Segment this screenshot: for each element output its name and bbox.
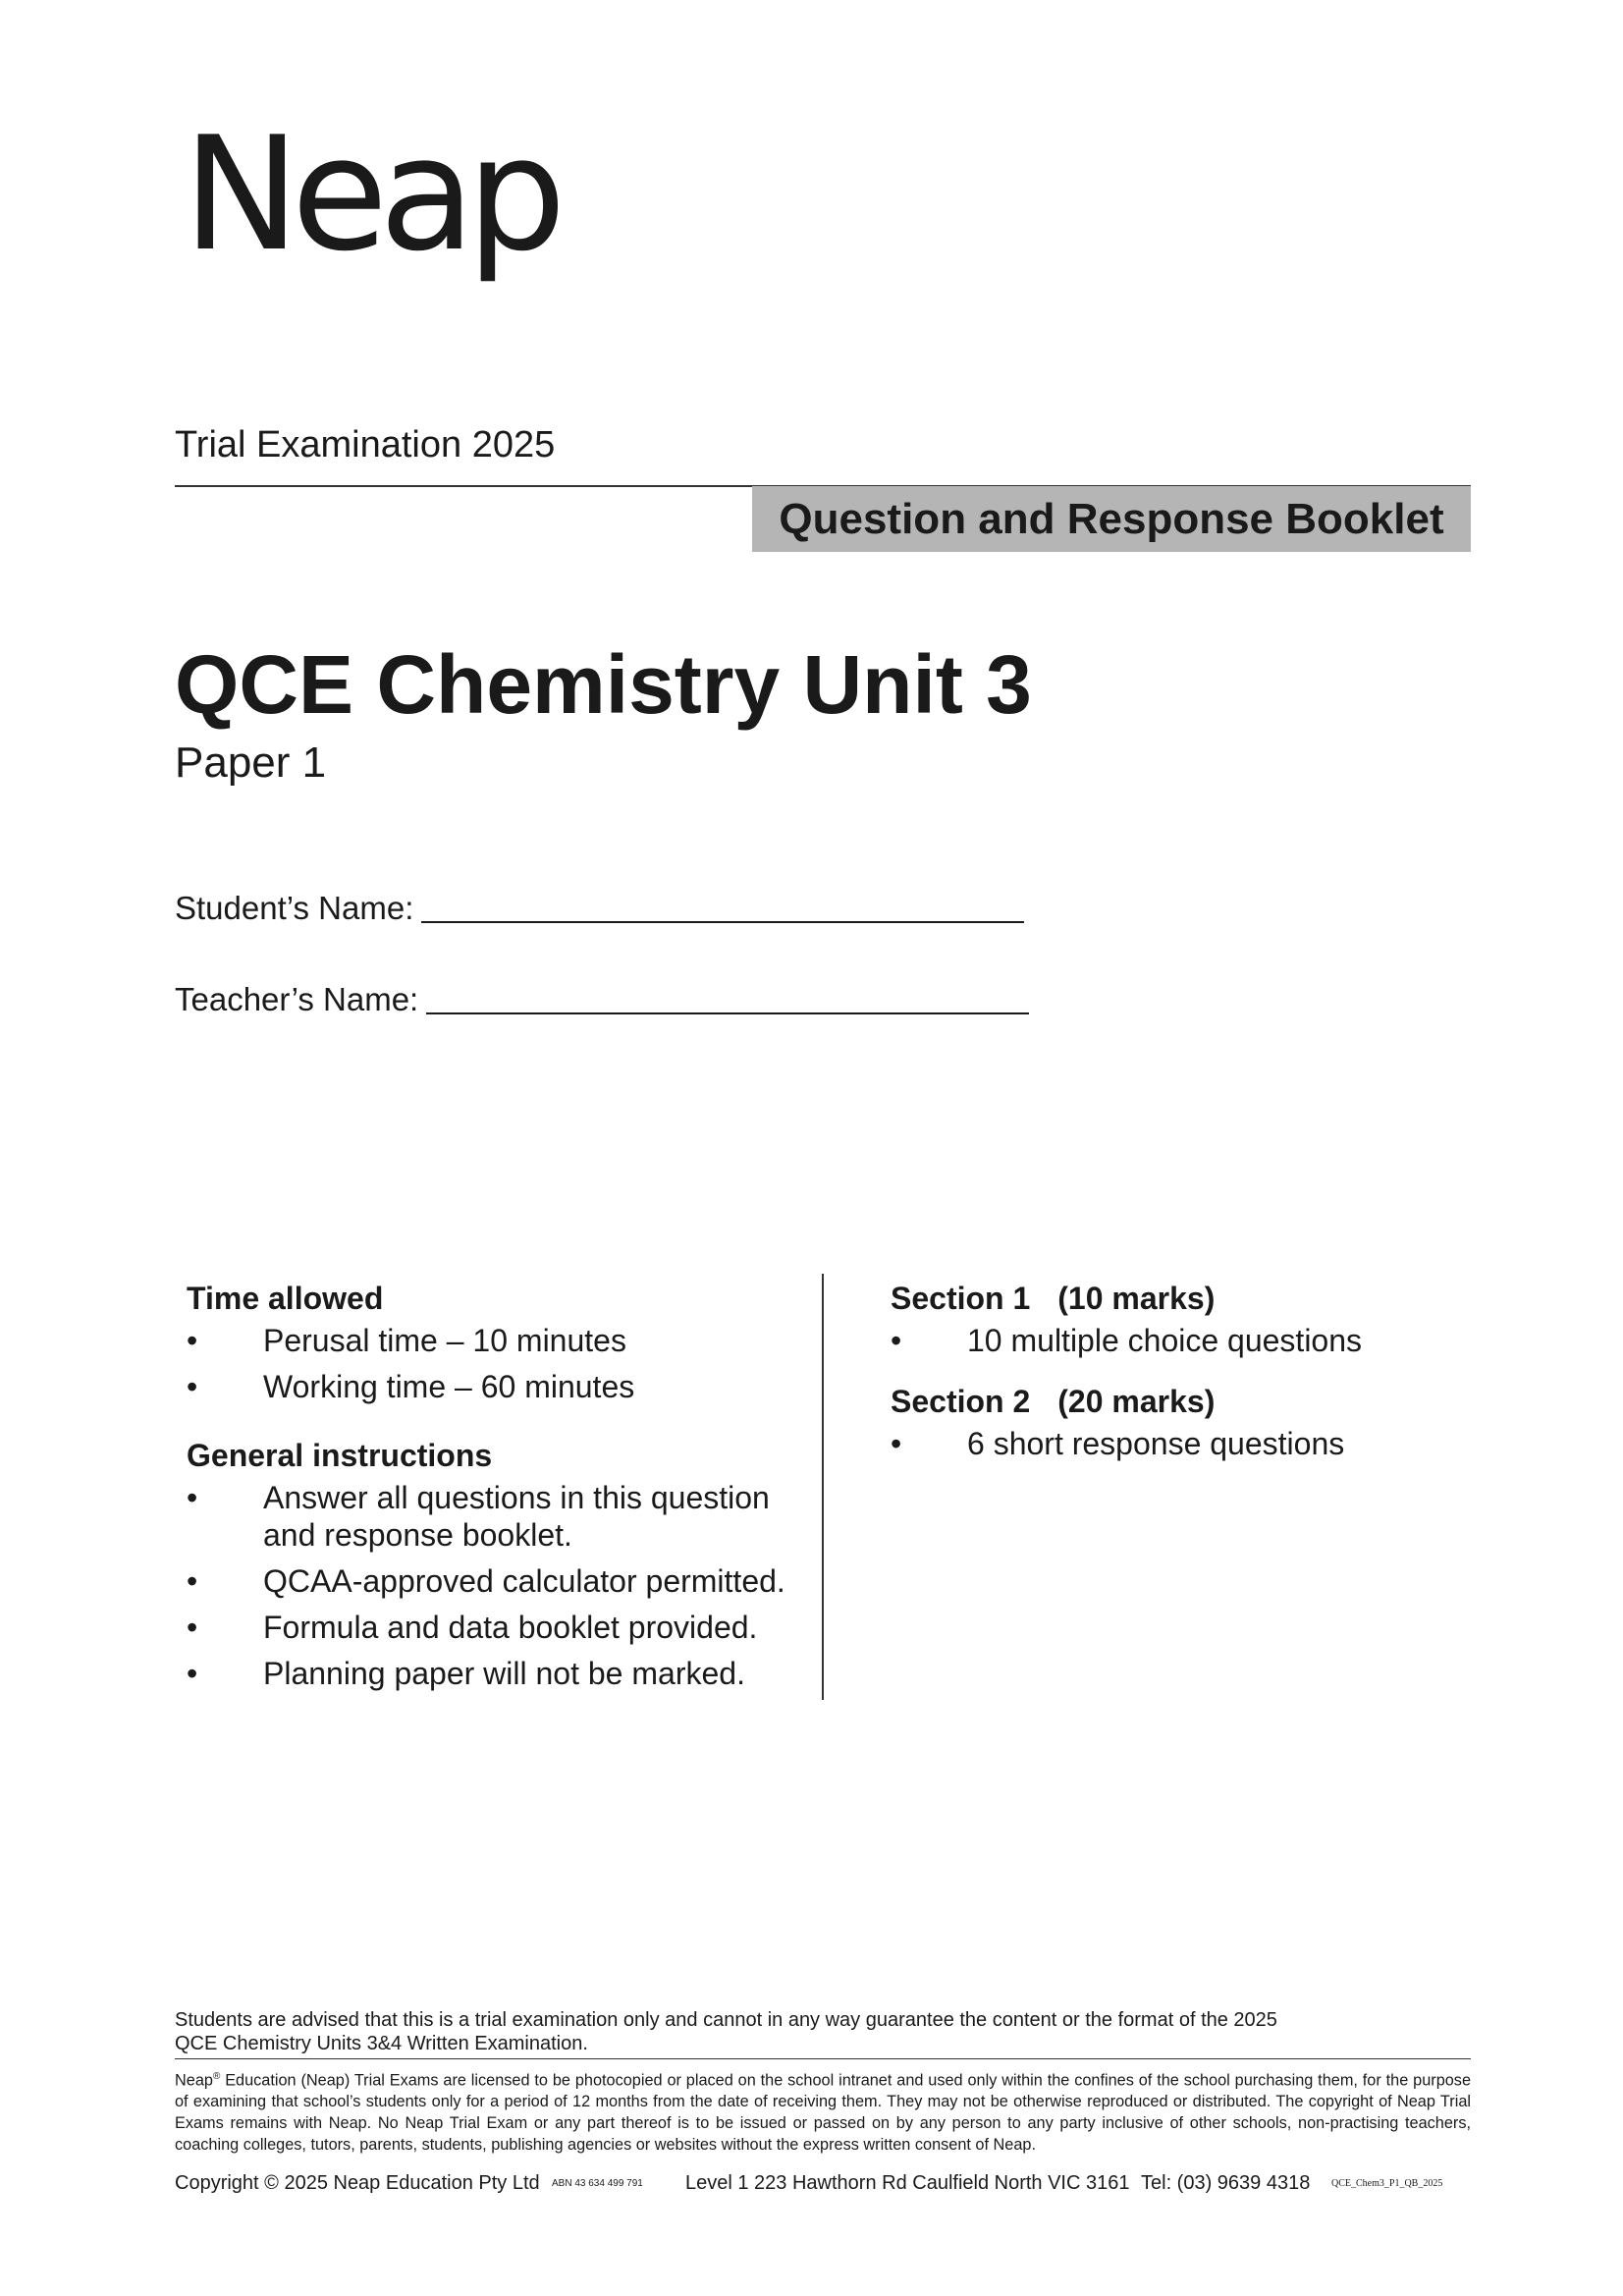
list-item [187, 1479, 815, 1554]
neap-logo: Neap [183, 102, 558, 286]
column-divider [822, 1274, 824, 1700]
list-item [891, 1425, 1440, 1462]
list-item-text: 6 short response questions [967, 1426, 1345, 1461]
bullet-icon: • [891, 1426, 902, 1461]
bullet-icon: • [187, 1610, 198, 1645]
list-item-text: Formula and data booklet provided. [263, 1610, 758, 1645]
address-text: Level 1 223 Hawthorn Rd Caulfield North VIC 3161 [685, 2172, 1130, 2194]
section-name: Section 1 [891, 1281, 1031, 1316]
license-brand: Neap [175, 2071, 213, 2090]
teacher-name-field[interactable] [175, 981, 1029, 1018]
list-item-text: Planning paper will not be marked. [263, 1656, 745, 1691]
list-item-text: Working time – 60 minutes [263, 1369, 635, 1404]
section-marks: (10 marks) [1057, 1281, 1216, 1316]
bullet-icon: • [187, 1323, 198, 1358]
teacher-name-label: Teacher’s Name: [175, 981, 419, 1017]
section-2-heading [891, 1382, 1440, 1421]
bullet-icon: • [187, 1656, 198, 1691]
list-item [891, 1322, 1440, 1359]
list-item [187, 1322, 815, 1359]
instructions-column [187, 1279, 815, 1701]
list-item [187, 1562, 815, 1600]
trial-disclaimer [175, 2008, 1471, 2055]
document-code: QCE_Chem3_P1_QB_2025 [1331, 2178, 1443, 2189]
list-item [187, 1609, 815, 1646]
section-1-list [891, 1322, 1440, 1359]
list-item-text: QCAA-approved calculator permitted. [263, 1563, 785, 1599]
copyright-text: Copyright © 2025 Neap Education Pty Ltd [175, 2172, 540, 2194]
abn-text: ABN 43 634 499 791 [552, 2178, 643, 2189]
section-1-heading [891, 1279, 1440, 1318]
exam-label: Trial Examination 2025 [175, 424, 556, 465]
sections-column [891, 1279, 1440, 1471]
teacher-name-line[interactable] [426, 1012, 1029, 1014]
bullet-icon: • [187, 1480, 198, 1515]
disclaimer-line: QCE Chemistry Units 3&4 Written Examination. [175, 2033, 588, 2054]
disclaimer-line: Students are advised that this is a trial examination only and cannot in any way guarantee the content or the format of the 2025 [175, 2009, 1277, 2031]
section-name: Section 2 [891, 1384, 1031, 1419]
booklet-type-banner: Question and Response Booklet [752, 486, 1471, 552]
time-allowed-heading: Time allowed [187, 1281, 384, 1316]
bullet-icon: • [187, 1563, 198, 1599]
license-notice [175, 2066, 1471, 2156]
list-item-text: 10 multiple choice questions [967, 1323, 1363, 1358]
license-text: Education (Neap) Trial Exams are licensed to be photocopied or placed on the school intranet and used only within the confines of the school purchasing them, for the purpose of examining that school’s students only for a period of 12 months from the date of receiving them. They may not be otherwise reproduced or distributed. The copyright of Neap Trial Exams remains with Neap. No Neap Trial Exam or any part thereof is to be issued or passed on by any person to any party inclusive of other schools, non-practising teachers, coaching colleges, tutors, parents, students, publishing agencies or websites without the express written consent of Neap. [175, 2071, 1471, 2155]
general-instructions-list [187, 1479, 815, 1692]
list-item [187, 1368, 815, 1405]
list-item-text: Perusal time – 10 minutes [263, 1323, 626, 1358]
student-name-line[interactable] [421, 921, 1024, 923]
list-item-text: Answer all questions in this question and response booklet. [263, 1480, 770, 1553]
paper-subtitle: Paper 1 [175, 738, 327, 787]
list-item [187, 1655, 815, 1692]
general-instructions-heading: General instructions [187, 1438, 493, 1473]
student-name-label: Student’s Name: [175, 890, 414, 926]
footer-divider [175, 2058, 1471, 2059]
registered-mark: ® [212, 2071, 221, 2082]
section-2-list [891, 1425, 1440, 1462]
section-marks: (20 marks) [1057, 1384, 1216, 1419]
bullet-icon: • [187, 1369, 198, 1404]
bullet-icon: • [891, 1323, 902, 1358]
phone-text: Tel: (03) 9639 4318 [1141, 2172, 1311, 2194]
page-title: QCE Chemistry Unit 3 [175, 638, 1032, 731]
student-name-field[interactable] [175, 890, 1024, 927]
time-allowed-list [187, 1322, 815, 1405]
